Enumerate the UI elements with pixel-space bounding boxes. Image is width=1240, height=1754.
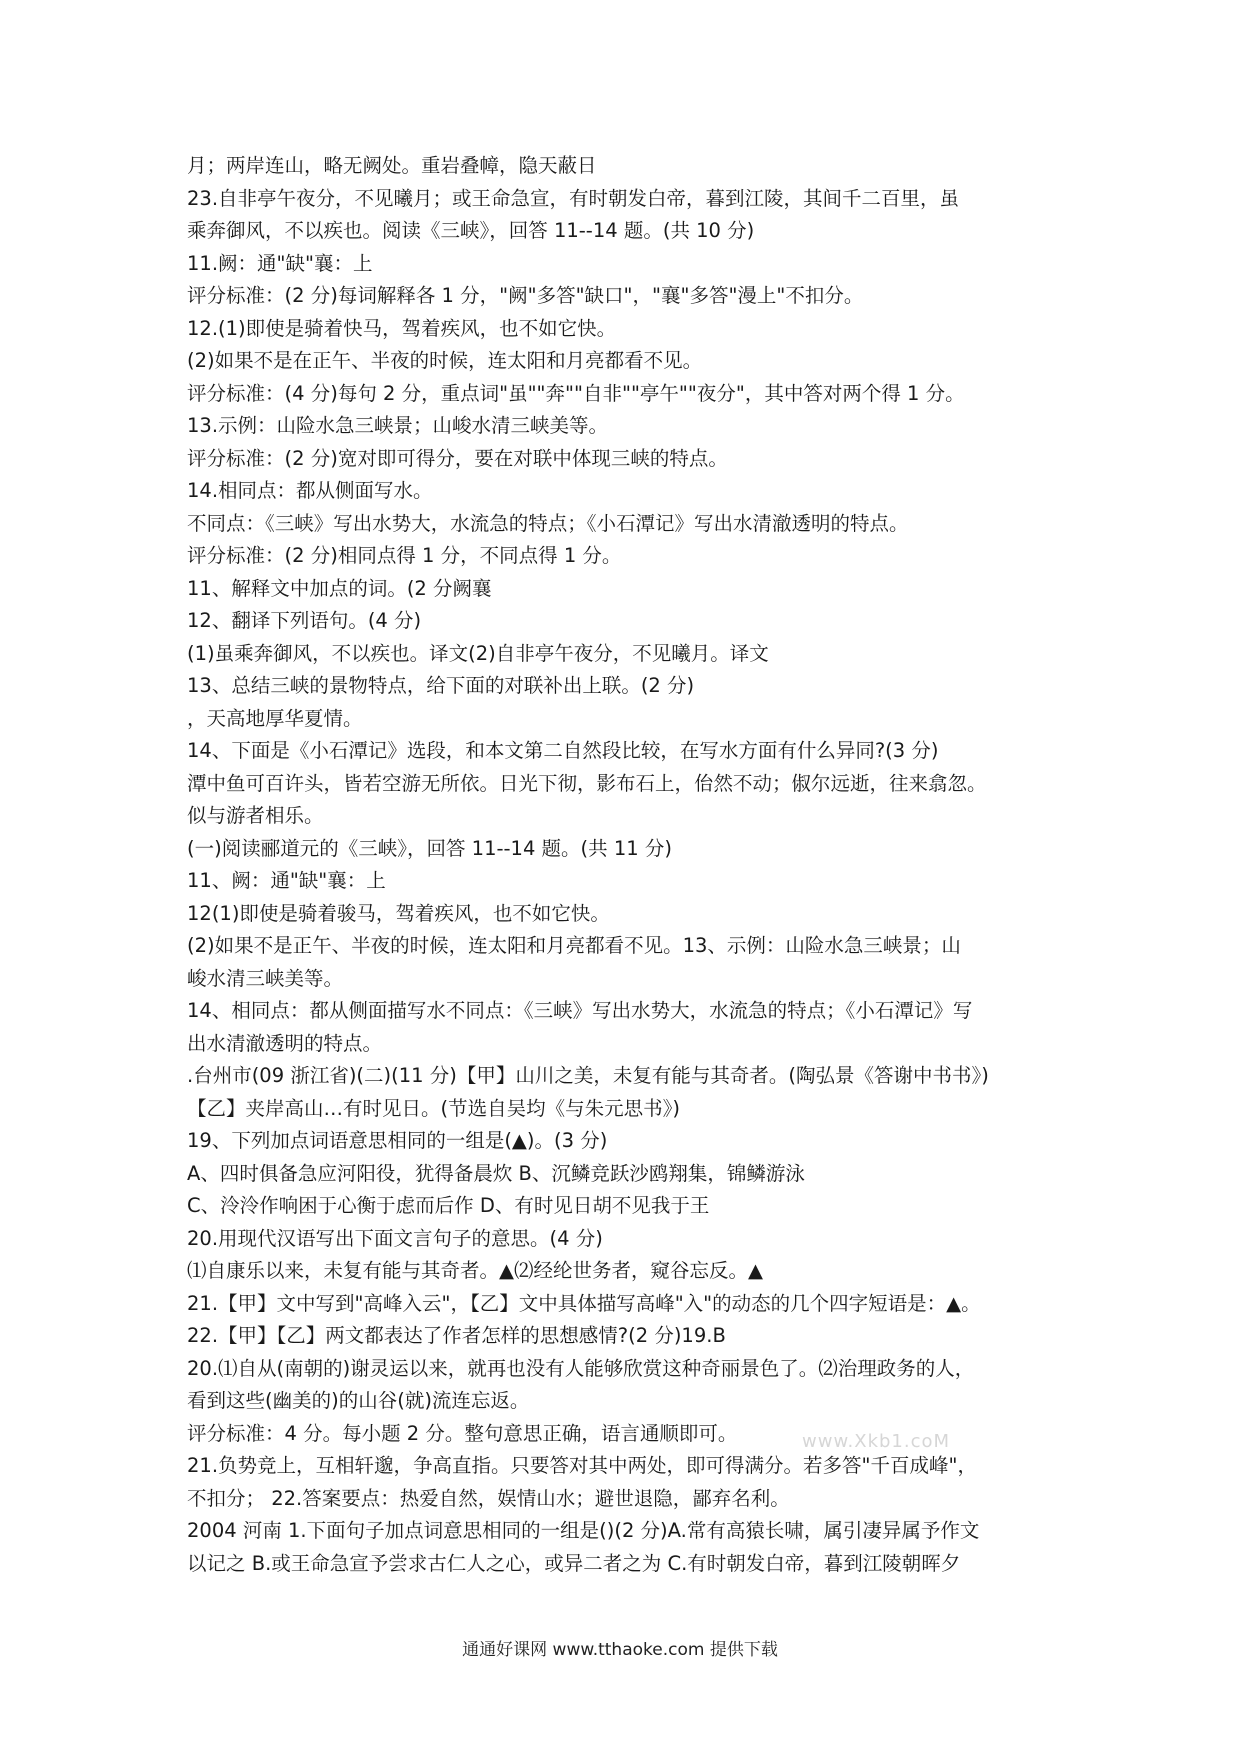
text-line: 11、阙：通"缺"襄：上 (187, 869, 386, 892)
text-line: 21.负势竞上，互相轩邈，争高直指。只要答对其中两处，即可得满分。若多答"千百成峰"， (187, 1454, 977, 1477)
text-line: 不扣分； 22.答案要点：热爱自然，娱情山水；避世退隐，鄙弃名利。 (187, 1486, 790, 1510)
text-line: 13.示例：山险水急三峡景；山峻水清三峡美等。 (187, 414, 609, 437)
text-line: 12.(1)即使是骑着快马，驾着疾风，也不如它快。 (187, 316, 617, 340)
text-line: (2)如果不是在正午、半夜的时候，连太阳和月亮都看不见。 (187, 349, 703, 372)
text-line: 2004 河南 1.下面句子加点词意思相同的一组是()(2 分)A.常有高猿长啸，属引凄异属予作文 (187, 1519, 980, 1542)
text-line: C、泠泠作响困于心衡于虑而后作 D、有时见日胡不见我于王 (187, 1194, 710, 1217)
text-line: (1)虽乘奔御风，不以疾也。译文(2)自非亭午夜分，不见曦月。译文 (187, 641, 769, 665)
text-line: 13、总结三峡的景物特点，给下面的对联补出上联。(2 分) (187, 674, 695, 697)
page-footer: 通通好课网 www.tthaoke.com 提供下载 (462, 1640, 778, 1660)
text-line: 11、解释文中加点的词。(2 分阙襄 (187, 576, 492, 600)
text-line: 【乙】夹岸高山…有时见日。(节选自吴均《与朱元思书》) (187, 1096, 680, 1120)
text-line: 评分标准：(2 分)每词解释各 1 分，"阙"多答"缺口"，"襄"多答"漫上"不扣分。 (187, 284, 864, 307)
text-line: 11.阙：通"缺"襄：上 (187, 251, 373, 275)
text-line: .台州市(09 浙江省)(二)(11 分)【甲】山川之美，未复有能与其奇者。(陶弘景《答谢中书书》) (187, 1064, 989, 1087)
text-line: 14、相同点：都从侧面描写水不同点：《三峡》写出水势大，水流急的特点；《小石潭记》写 (187, 999, 973, 1022)
text-line: 12、翻译下列语句。(4 分) (187, 609, 422, 632)
text-line: (2)如果不是正午、半夜的时候，连太阳和月亮都看不见。13、示例：山险水急三峡景；山 (187, 934, 961, 957)
text-line: 出水清澈透明的特点。 (187, 1031, 383, 1055)
text-line: 评分标准：4 分。每小题 2 分。整句意思正确，语言通顺即可。 (187, 1421, 738, 1445)
document-body (187, 150, 1067, 1580)
text-line: 峻水清三峡美等。 (187, 966, 344, 990)
text-line: (一)阅读郦道元的《三峡》，回答 11--14 题。(共 11 分) (187, 836, 672, 860)
text-line: 20.⑴自从(南朝的)谢灵运以来，就再也没有人能够欣赏这种奇丽景色了。⑵治理政务的人， (187, 1356, 975, 1380)
text-line: 14、下面是《小石潭记》选段，和本文第二自然段比较，在写水方面有什么异同?(3 分) (187, 739, 939, 762)
text-line: ，天高地厚华夏情。 (187, 706, 363, 730)
text-line: 以记之 B.或王命急宣予尝求古仁人之心，或异二者之为 C.有时朝发白帝，暮到江陵朝晖夕 (187, 1551, 961, 1575)
text-line: 乘奔御风，不以疾也。阅读《三峡》，回答 11--14 题。(共 10 分) (187, 219, 755, 242)
text-line: 14.相同点：都从侧面写水。 (187, 479, 433, 502)
text-line: 看到这些(幽美的)的山谷(就)流连忘返。 (187, 1389, 530, 1412)
text-line: 19、下列加点词语意思相同的一组是(▲)。(3 分) (187, 1129, 608, 1152)
text-line: A、四时俱备急应河阳役，犹得备晨炊 B、沉鳞竞跃沙鸥翔集，锦鳞游泳 (187, 1161, 805, 1185)
text-line: 评分标准：(4 分)每句 2 分，重点词"虽""奔""自非""亭午""夜分"，其中答对两个得 1 分。 (187, 381, 965, 405)
text-line: 12(1)即使是骑着骏马，驾着疾风，也不如它快。 (187, 901, 610, 925)
text-line: 潭中鱼可百许头，皆若空游无所依。日光下彻，影布石上，佁然不动；俶尔远逝，往来翕忽。 (187, 771, 987, 795)
text-line: 月；两岸连山，略无阙处。重岩叠幛，隐天蔽日 (187, 154, 597, 177)
text-line: 不同点：《三峡》写出水势大，水流急的特点；《小石潭记》写出水清澈透明的特点。 (187, 511, 909, 535)
text-line: ⑴自康乐以来，未复有能与其奇者。▲⑵经纶世务者，窥谷忘反。▲ (187, 1259, 763, 1282)
text-line: 21.【甲】文中写到"高峰入云"，【乙】文中具体描写高峰"入"的动态的几个四字短语是：▲。 (187, 1291, 981, 1315)
watermark: www.Xkb1.coM (802, 1431, 951, 1452)
text-line: 似与游者相乐。 (187, 804, 324, 827)
text-line: 20.用现代汉语写出下面文言句子的意思。(4 分) (187, 1226, 603, 1250)
text-line: 评分标准：(2 分)宽对即可得分，要在对联中体现三峡的特点。 (187, 446, 728, 470)
text-line: 22.【甲】【乙】两文都表达了作者怎样的思想感情?(2 分)19.B (187, 1324, 726, 1347)
text-line: 23.自非亭午夜分，不见曦月；或王命急宣，有时朝发白帝，暮到江陵，其间千二百里，虽 (187, 186, 960, 210)
text-line: 评分标准：(2 分)相同点得 1 分，不同点得 1 分。 (187, 544, 622, 567)
